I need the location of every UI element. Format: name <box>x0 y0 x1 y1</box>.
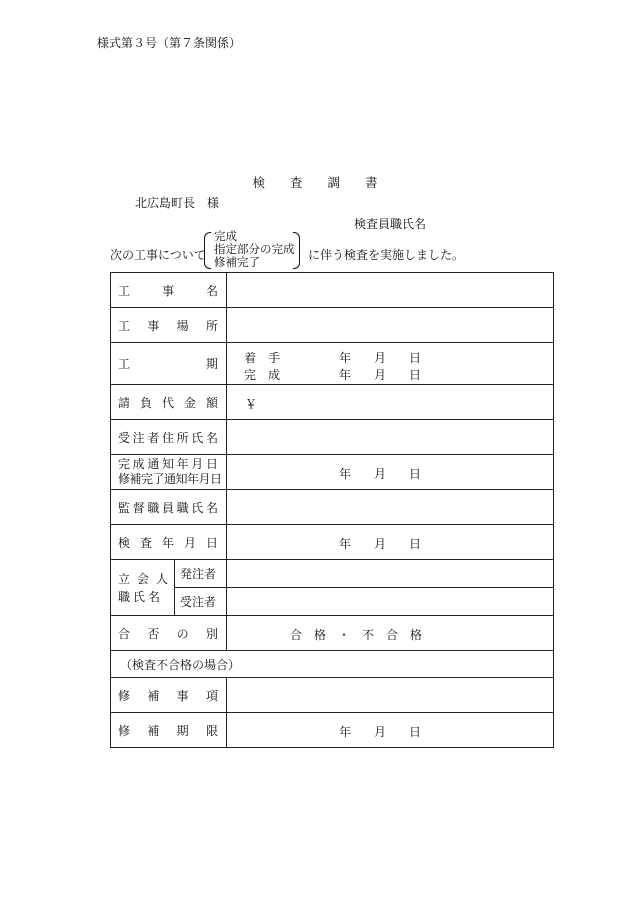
inspection-month-unit: 月 <box>374 537 387 551</box>
label-contractor: 受 注 者 住 所 氏 名 <box>111 420 227 455</box>
row-witness-contractor <box>111 588 554 616</box>
value-work-name[interactable] <box>227 273 554 308</box>
label-witness: 立 会 人 職 氏 名 <box>111 560 175 616</box>
inspection-day-unit: 日 <box>409 537 422 551</box>
end-label: 完 成 <box>244 368 281 382</box>
notice-month-unit: 月 <box>374 467 387 481</box>
row-completion-notice <box>111 455 554 490</box>
label-witness-orderer: 発注者 <box>175 560 227 588</box>
row-supervisor <box>111 490 554 525</box>
value-work-location[interactable] <box>227 308 554 343</box>
value-work-period[interactable] <box>227 343 554 385</box>
repair-year-unit: 年 <box>339 725 352 739</box>
inspector-name-label: 検査員職氏名 <box>354 217 427 231</box>
row-witness-orderer <box>111 560 554 588</box>
option-repair-completion: 修補完了 <box>214 255 260 269</box>
row-work-name <box>111 273 554 308</box>
row-work-location <box>111 308 554 343</box>
start-day-unit: 日 <box>409 351 422 365</box>
left-bracket <box>204 232 211 269</box>
addressee: 北広島町長 様 <box>135 196 220 210</box>
right-bracket <box>293 232 300 269</box>
end-year-unit: 年 <box>339 368 352 382</box>
intro-options-brace <box>204 230 300 269</box>
label-contract-amount: 請 負 代 金 額 <box>111 385 227 420</box>
option-completion: 完成 <box>214 229 237 243</box>
notice-year-unit: 年 <box>339 467 352 481</box>
label-repair-items: 修 補 事 項 <box>111 678 227 713</box>
inspection-form-table <box>110 272 554 748</box>
end-month-unit: 月 <box>374 368 387 382</box>
value-repair-period[interactable] <box>227 713 554 748</box>
inspection-year-unit: 年 <box>339 537 352 551</box>
yen-symbol: ￥ <box>245 397 258 411</box>
value-contract-amount[interactable] <box>227 385 554 420</box>
value-completion-notice[interactable] <box>227 455 554 490</box>
label-completion-notice: 完 成 通 知 年 月 日 修補完了通知年月日 <box>111 455 227 490</box>
label-work-period: 工 期 <box>111 343 227 385</box>
pass-fail-options: 合 格 ・ 不 合 格 <box>290 628 423 642</box>
row-inspection-date <box>111 525 554 560</box>
value-repair-items[interactable] <box>227 678 554 713</box>
value-inspection-date[interactable] <box>227 525 554 560</box>
label-work-location: 工 事 場 所 <box>111 308 227 343</box>
value-supervisor[interactable] <box>227 490 554 525</box>
row-contract-amount <box>111 385 554 420</box>
start-month-unit: 月 <box>374 351 387 365</box>
repair-day-unit: 日 <box>409 725 422 739</box>
label-work-name: 工 事 名 <box>111 273 227 308</box>
label-inspection-date: 検 査 年 月 日 <box>111 525 227 560</box>
value-contractor[interactable] <box>227 420 554 455</box>
form-number: 様式第３号（第７条関係） <box>97 36 242 50</box>
document-title: 検 査 調 書 <box>252 175 378 190</box>
label-repair-period: 修 補 期 限 <box>111 713 227 748</box>
row-result <box>111 616 554 651</box>
label-result: 合 否 の 別 <box>111 616 227 651</box>
end-day-unit: 日 <box>409 368 422 382</box>
intro-suffix: に伴う検査を実施しました。 <box>308 248 465 262</box>
row-contractor <box>111 420 554 455</box>
row-work-period <box>111 343 554 385</box>
notice-day-unit: 日 <box>409 467 422 481</box>
fail-note: （検査不合格の場合） <box>111 651 554 678</box>
row-repair-period <box>111 713 554 748</box>
start-year-unit: 年 <box>339 351 352 365</box>
repair-month-unit: 月 <box>374 725 387 739</box>
label-witness-contractor: 受注者 <box>175 588 227 616</box>
row-fail-note <box>111 651 554 678</box>
value-witness-contractor[interactable] <box>227 588 554 616</box>
label-repair-notice: 修補完了通知年月日 <box>118 472 222 486</box>
start-label: 着 手 <box>244 351 281 365</box>
row-repair-items <box>111 678 554 713</box>
intro-prefix: 次の工事について <box>110 248 206 262</box>
option-partial-completion: 指定部分の完成 <box>214 242 295 256</box>
label-supervisor: 監 督 職 員 職 氏 名 <box>111 490 227 525</box>
value-result[interactable] <box>227 616 554 651</box>
value-witness-orderer[interactable] <box>227 560 554 588</box>
